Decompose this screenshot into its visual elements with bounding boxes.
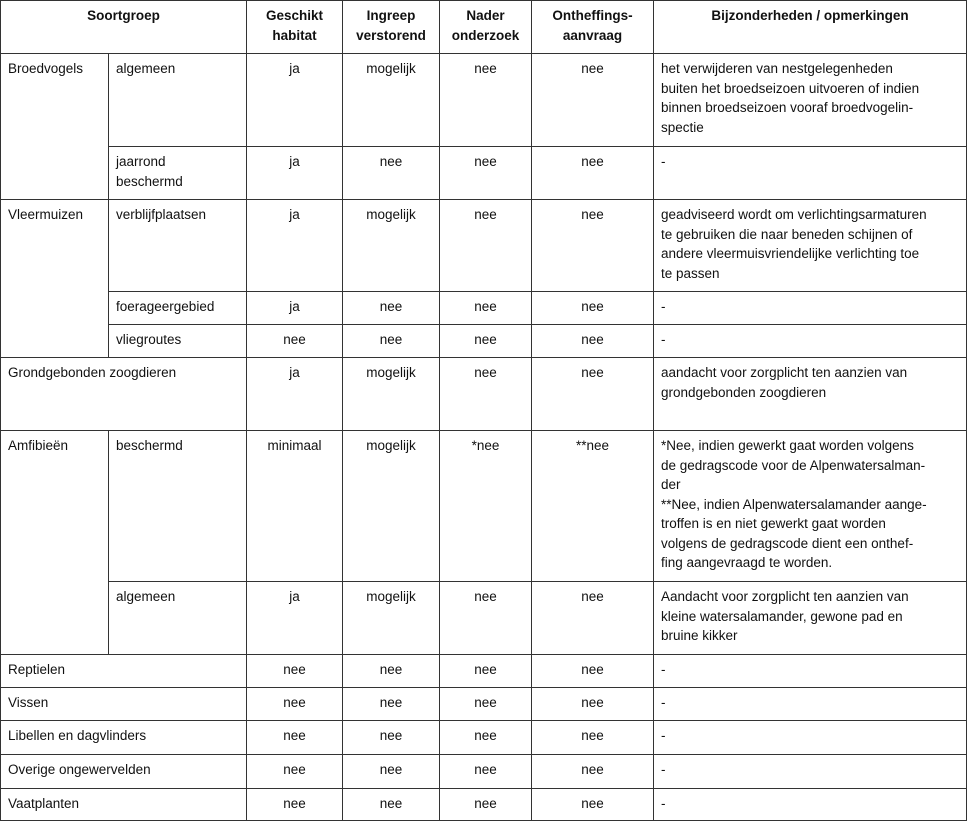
- group-cell: Grondgebonden zoogdieren: [1, 358, 247, 431]
- opmerkingen-cell: -: [654, 325, 967, 358]
- geschikt-cell: nee: [247, 755, 343, 789]
- opmerkingen-cell: aandacht voor zorgplicht ten aanzien van grondgebonden zoogdieren: [654, 358, 967, 431]
- ontheffing-cell: nee: [532, 688, 654, 721]
- header-row: [1, 1, 967, 54]
- table-row: [1, 358, 967, 431]
- nader-cell: nee: [440, 54, 532, 147]
- table-row: [1, 200, 967, 292]
- table-row: [1, 431, 967, 582]
- subgroup-cell: verblijfplaatsen: [109, 200, 247, 292]
- opmerkingen-cell: -: [654, 721, 967, 755]
- group-cell: Vleermuizen: [1, 200, 109, 358]
- nader-cell: *nee: [440, 431, 532, 582]
- ontheffing-cell: nee: [532, 325, 654, 358]
- nader-cell: nee: [440, 755, 532, 789]
- table-row: [1, 54, 967, 147]
- geschikt-cell: minimaal: [247, 431, 343, 582]
- nader-cell: nee: [440, 147, 532, 200]
- ontheffing-cell: nee: [532, 292, 654, 325]
- ingreep-cell: mogelijk: [343, 358, 440, 431]
- opmerkingen-cell: -: [654, 655, 967, 688]
- subgroup-cell: jaarrond beschermd: [109, 147, 247, 200]
- header-opmerkingen: Bijzonderheden / opmerkingen: [654, 1, 967, 54]
- subgroup-cell: algemeen: [109, 582, 247, 655]
- geschikt-cell: nee: [247, 655, 343, 688]
- geschikt-cell: ja: [247, 200, 343, 292]
- opmerkingen-cell: Aandacht voor zorgplicht ten aanzien van kleine watersalamander, gewone pad en bruine kikker: [654, 582, 967, 655]
- table-row: [1, 721, 967, 755]
- ontheffing-cell: nee: [532, 358, 654, 431]
- opmerkingen-cell: -: [654, 292, 967, 325]
- table-row: [1, 325, 967, 358]
- opmerkingen-cell: het verwijderen van nestgelegenheden buiten het broedseizoen uitvoeren of indien binnen broedseizoen vooraf broedvogelin- spectie: [654, 54, 967, 147]
- group-cell: Amfibieën: [1, 431, 109, 655]
- opmerkingen-cell: -: [654, 755, 967, 789]
- header-geschikt-habitat: Geschikt habitat: [247, 1, 343, 54]
- nader-cell: nee: [440, 655, 532, 688]
- ingreep-cell: mogelijk: [343, 582, 440, 655]
- ontheffing-cell: nee: [532, 54, 654, 147]
- ontheffing-cell: nee: [532, 200, 654, 292]
- ontheffing-cell: nee: [532, 655, 654, 688]
- geschikt-cell: ja: [247, 147, 343, 200]
- nader-cell: nee: [440, 325, 532, 358]
- header-ingreep-verstorend: Ingreep verstorend: [343, 1, 440, 54]
- nader-cell: nee: [440, 688, 532, 721]
- group-cell: Vaatplanten: [1, 789, 247, 821]
- table-row: [1, 292, 967, 325]
- table-row: [1, 789, 967, 821]
- opmerkingen-cell: -: [654, 688, 967, 721]
- geschikt-cell: nee: [247, 789, 343, 821]
- ingreep-cell: nee: [343, 655, 440, 688]
- group-cell: Broedvogels: [1, 54, 109, 200]
- table-row: [1, 582, 967, 655]
- ontheffing-cell: nee: [532, 789, 654, 821]
- ontheffing-cell: nee: [532, 755, 654, 789]
- ingreep-cell: nee: [343, 688, 440, 721]
- opmerkingen-cell: -: [654, 789, 967, 821]
- geschikt-cell: nee: [247, 688, 343, 721]
- geschikt-cell: ja: [247, 358, 343, 431]
- geschikt-cell: ja: [247, 292, 343, 325]
- table-row: [1, 755, 967, 789]
- group-cell: Overige ongewervelden: [1, 755, 247, 789]
- table-row: [1, 147, 967, 200]
- nader-cell: nee: [440, 200, 532, 292]
- ingreep-cell: mogelijk: [343, 54, 440, 147]
- group-cell: Libellen en dagvlinders: [1, 721, 247, 755]
- ingreep-cell: mogelijk: [343, 431, 440, 582]
- opmerkingen-cell: *Nee, indien gewerkt gaat worden volgens de gedragscode voor de Alpenwatersalman- der **Nee, indien Alpenwatersalamander aange- troffen is en niet gewerkt gaat worden volgens de gedragscode dient een onthef- fing aangevraagd te worden.: [654, 431, 967, 582]
- nader-cell: nee: [440, 721, 532, 755]
- opmerkingen-cell: geadviseerd wordt om verlichtingsarmaturen te gebruiken die naar beneden schijnen of andere vleermuisvriendelijke verlichting toe te passen: [654, 200, 967, 292]
- header-ontheffingsaanvraag: Ontheffings- aanvraag: [532, 1, 654, 54]
- nader-cell: nee: [440, 582, 532, 655]
- nader-cell: nee: [440, 292, 532, 325]
- geschikt-cell: ja: [247, 54, 343, 147]
- ingreep-cell: nee: [343, 292, 440, 325]
- ontheffing-cell: **nee: [532, 431, 654, 582]
- table-row: [1, 655, 967, 688]
- group-cell: Vissen: [1, 688, 247, 721]
- nader-cell: nee: [440, 358, 532, 431]
- group-cell: Reptielen: [1, 655, 247, 688]
- ontheffing-cell: nee: [532, 582, 654, 655]
- header-soortgroep: Soortgroep: [1, 1, 247, 54]
- ontheffing-cell: nee: [532, 721, 654, 755]
- subgroup-cell: beschermd: [109, 431, 247, 582]
- ingreep-cell: nee: [343, 755, 440, 789]
- nader-cell: nee: [440, 789, 532, 821]
- ingreep-cell: nee: [343, 721, 440, 755]
- table-row: [1, 688, 967, 721]
- ingreep-cell: nee: [343, 789, 440, 821]
- ontheffing-cell: nee: [532, 147, 654, 200]
- subgroup-cell: vliegroutes: [109, 325, 247, 358]
- subgroup-cell: foerageergebied: [109, 292, 247, 325]
- geschikt-cell: nee: [247, 721, 343, 755]
- subgroup-cell: algemeen: [109, 54, 247, 147]
- opmerkingen-cell: -: [654, 147, 967, 200]
- ingreep-cell: mogelijk: [343, 200, 440, 292]
- geschikt-cell: nee: [247, 325, 343, 358]
- ingreep-cell: nee: [343, 147, 440, 200]
- header-nader-onderzoek: Nader onderzoek: [440, 1, 532, 54]
- geschikt-cell: ja: [247, 582, 343, 655]
- ingreep-cell: nee: [343, 325, 440, 358]
